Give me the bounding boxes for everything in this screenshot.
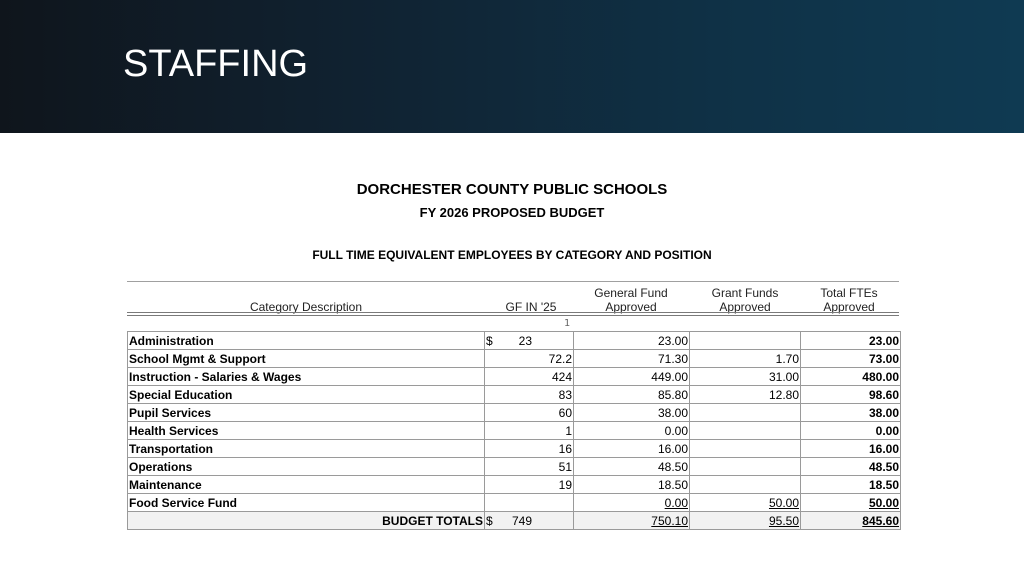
row-category: Transportation (128, 440, 485, 458)
totals-gf-in-25 (485, 512, 574, 530)
fte-table (127, 331, 901, 530)
row-general-fund-value: 0.00 (664, 495, 688, 510)
row-category: Health Services (128, 422, 485, 440)
fte-table-body (128, 332, 901, 530)
row-total (801, 458, 901, 476)
row-grant-funds (690, 476, 801, 494)
row-grant-funds (690, 332, 801, 350)
row-grant-funds (690, 422, 801, 440)
row-category: School Mgmt & Support (128, 350, 485, 368)
table-row (128, 368, 901, 386)
header-general-fund (582, 286, 680, 314)
row-total (801, 368, 901, 386)
table-row (128, 350, 901, 368)
row-category: Operations (128, 458, 485, 476)
table-row (128, 404, 901, 422)
row-general-fund (574, 350, 690, 368)
totals-label: BUDGET TOTALS (128, 512, 485, 530)
row-grant-funds (690, 404, 801, 422)
row-total-value: 98.60 (868, 387, 899, 402)
row-gf-in-25: 16 (485, 440, 574, 458)
row-total (801, 476, 901, 494)
row-category: Special Education (128, 386, 485, 404)
row-general-fund-value: 449.00 (651, 369, 688, 384)
row-total (801, 350, 901, 368)
totals-gf-in-25-value: 749 (511, 513, 532, 528)
row-grant-funds (690, 386, 801, 404)
row-general-fund (574, 368, 690, 386)
row-general-fund (574, 422, 690, 440)
row-general-fund (574, 332, 690, 350)
table-row (128, 476, 901, 494)
table-row (128, 386, 901, 404)
header-top-rule (127, 281, 899, 282)
header-category: Category Description (249, 300, 363, 314)
row-category: Administration (128, 332, 485, 350)
header-total-ftes (800, 286, 898, 314)
row-gf-in-25: 19 (485, 476, 574, 494)
header-gf-in-25: GF IN '25 (505, 300, 557, 314)
header-grant-funds-line1: Grant Funds (711, 286, 779, 300)
row-general-fund (574, 494, 690, 512)
row-total (801, 440, 901, 458)
header-double-rule (127, 312, 899, 316)
row-general-fund (574, 440, 690, 458)
document-title: DORCHESTER COUNTY PUBLIC SCHOOLS (356, 181, 668, 198)
row-grant-funds (690, 368, 801, 386)
row-gf-in-25: 60 (485, 404, 574, 422)
row-category: Pupil Services (128, 404, 485, 422)
row-general-fund-value: 85.80 (657, 387, 688, 402)
row-gf-in-25 (485, 494, 574, 512)
row-grant-funds (690, 458, 801, 476)
row-grant-funds-value: 1.70 (775, 351, 799, 366)
header-general-fund-line2: Approved (605, 300, 657, 314)
header-general-fund-line1: General Fund (594, 286, 668, 300)
document-subtitle: FY 2026 PROPOSED BUDGET (419, 205, 605, 220)
row-grant-funds (690, 350, 801, 368)
totals-general-fund-value: 750.10 (651, 513, 688, 528)
table-row (128, 494, 901, 512)
row-general-fund-value: 0.00 (664, 423, 688, 438)
totals-total (801, 512, 901, 530)
header-total-ftes-line2: Approved (823, 300, 875, 314)
row-total-value: 0.00 (875, 423, 899, 438)
table-row (128, 458, 901, 476)
row-total-value: 23.00 (868, 333, 899, 348)
row-general-fund-value: 16.00 (657, 441, 688, 456)
row-general-fund (574, 386, 690, 404)
totals-grant-funds (690, 512, 801, 530)
page-marker: 1 (564, 318, 571, 329)
row-total (801, 404, 901, 422)
row-grant-funds (690, 494, 801, 512)
row-general-fund-value: 18.50 (657, 477, 688, 492)
row-gf-in-25 (485, 332, 574, 350)
header-grant-funds (696, 286, 794, 314)
row-total-value: 38.00 (868, 405, 899, 420)
table-row (128, 332, 901, 350)
row-gf-in-25: 72.2 (485, 350, 574, 368)
row-general-fund (574, 458, 690, 476)
row-general-fund (574, 476, 690, 494)
row-total-value: 50.00 (868, 495, 899, 510)
currency-symbol: $ (486, 333, 493, 348)
row-gf-in-25: 83 (485, 386, 574, 404)
row-total (801, 494, 901, 512)
row-category: Maintenance (128, 476, 485, 494)
row-general-fund-value: 23.00 (657, 333, 688, 348)
header-total-ftes-line1: Total FTEs (820, 286, 878, 300)
row-total-value: 48.50 (868, 459, 899, 474)
row-general-fund-value: 71.30 (657, 351, 688, 366)
totals-total-value: 845.60 (862, 513, 899, 528)
slide-title: STAFFING (123, 43, 309, 85)
row-total-value: 16.00 (868, 441, 899, 456)
row-total-value: 73.00 (868, 351, 899, 366)
row-category: Food Service Fund (128, 494, 485, 512)
row-gf-in-25-value: 23 (518, 333, 532, 348)
row-total (801, 386, 901, 404)
currency-symbol: $ (486, 513, 493, 528)
row-gf-in-25: 51 (485, 458, 574, 476)
row-grant-funds-value: 31.00 (768, 369, 799, 384)
row-grant-funds (690, 440, 801, 458)
header-grant-funds-line2: Approved (719, 300, 771, 314)
document-heading: FULL TIME EQUIVALENT EMPLOYEES BY CATEGORY AND POSITION (312, 248, 712, 262)
row-grant-funds-value: 12.80 (768, 387, 799, 402)
row-total (801, 332, 901, 350)
totals-grant-funds-value: 95.50 (768, 513, 799, 528)
table-row (128, 422, 901, 440)
totals-row (128, 512, 901, 530)
table-row (128, 440, 901, 458)
row-general-fund-value: 48.50 (657, 459, 688, 474)
title-banner (0, 0, 1024, 133)
row-total-value: 18.50 (868, 477, 899, 492)
row-general-fund-value: 38.00 (657, 405, 688, 420)
row-general-fund (574, 404, 690, 422)
row-gf-in-25: 424 (485, 368, 574, 386)
row-total-value: 480.00 (862, 369, 899, 384)
totals-general-fund (574, 512, 690, 530)
row-total (801, 422, 901, 440)
row-grant-funds-value: 50.00 (768, 495, 799, 510)
row-gf-in-25: 1 (485, 422, 574, 440)
row-category: Instruction - Salaries & Wages (128, 368, 485, 386)
